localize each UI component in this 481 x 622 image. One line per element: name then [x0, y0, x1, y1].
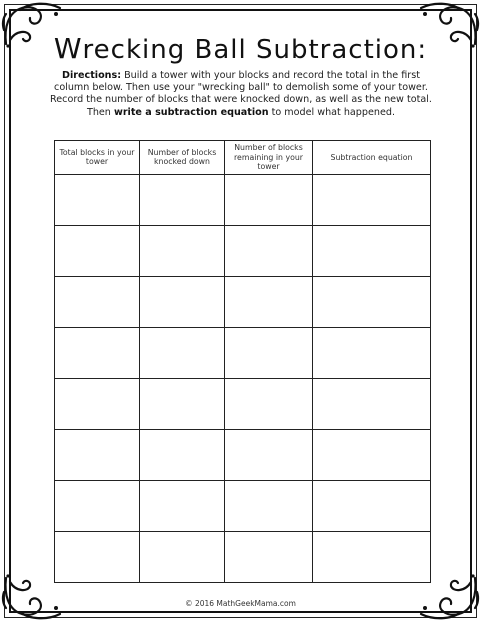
answer-cell-subtraction-equation[interactable] — [313, 327, 431, 378]
answer-cell-remaining[interactable] — [225, 174, 313, 225]
answer-cell-total-blocks[interactable] — [55, 378, 140, 429]
column-header-knocked-down: Number of blocks knocked down — [140, 141, 225, 175]
worksheet-title: Wrecking Ball Subtraction: — [53, 32, 428, 65]
answer-cell-subtraction-equation[interactable] — [313, 531, 431, 582]
answer-cell-remaining[interactable] — [225, 480, 313, 531]
column-header-total-blocks: Total blocks in your tower — [55, 141, 140, 175]
answer-cell-total-blocks[interactable] — [55, 429, 140, 480]
answer-cell-subtraction-equation[interactable] — [313, 225, 431, 276]
table-row — [55, 480, 431, 531]
answer-cell-knocked-down[interactable] — [140, 531, 225, 582]
answer-cell-total-blocks[interactable] — [55, 276, 140, 327]
table-row — [55, 429, 431, 480]
table-row — [55, 276, 431, 327]
answer-cell-remaining[interactable] — [225, 531, 313, 582]
answer-cell-total-blocks[interactable] — [55, 174, 140, 225]
answer-cell-remaining[interactable] — [225, 378, 313, 429]
answer-cell-knocked-down[interactable] — [140, 327, 225, 378]
answer-cell-knocked-down[interactable] — [140, 378, 225, 429]
answer-cell-knocked-down[interactable] — [140, 174, 225, 225]
answer-cell-knocked-down[interactable] — [140, 429, 225, 480]
answer-cell-remaining[interactable] — [225, 276, 313, 327]
answer-cell-remaining[interactable] — [225, 429, 313, 480]
table-row — [55, 327, 431, 378]
answer-cell-knocked-down[interactable] — [140, 276, 225, 327]
recording-table — [54, 140, 431, 583]
answer-cell-subtraction-equation[interactable] — [313, 429, 431, 480]
answer-cell-total-blocks[interactable] — [55, 225, 140, 276]
table-row — [55, 225, 431, 276]
directions-body-1: Build a tower with your blocks and record the total in the first column below. Then use your "wrecking ball" to demolish some of your tower. Record the number of blocks that were knocked down, as well as the new total. Then — [50, 70, 432, 118]
answer-cell-total-blocks[interactable] — [55, 327, 140, 378]
copyright-footer: © 2016 MathGeekMama.com — [185, 599, 296, 608]
column-header-remaining: Number of blocks remaining in your tower — [225, 141, 313, 175]
answer-cell-total-blocks[interactable] — [55, 480, 140, 531]
answer-cell-knocked-down[interactable] — [140, 480, 225, 531]
column-header-subtraction-equation: Subtraction equation — [313, 141, 431, 175]
directions-emphasis: write a subtraction equation — [113, 106, 269, 118]
answer-cell-subtraction-equation[interactable] — [313, 174, 431, 225]
answer-cell-subtraction-equation[interactable] — [313, 480, 431, 531]
answer-cell-subtraction-equation[interactable] — [313, 276, 431, 327]
table-header-row — [55, 141, 431, 175]
table-row — [55, 378, 431, 429]
answer-cell-remaining[interactable] — [225, 327, 313, 378]
table-row — [55, 174, 431, 225]
directions-label: Directions: — [62, 70, 122, 81]
directions-body-2: to model what happened. — [268, 106, 396, 118]
directions-text — [44, 70, 438, 119]
answer-cell-knocked-down[interactable] — [140, 225, 225, 276]
table-row — [55, 531, 431, 582]
answer-cell-total-blocks[interactable] — [55, 531, 140, 582]
answer-cell-remaining[interactable] — [225, 225, 313, 276]
answer-cell-subtraction-equation[interactable] — [313, 378, 431, 429]
